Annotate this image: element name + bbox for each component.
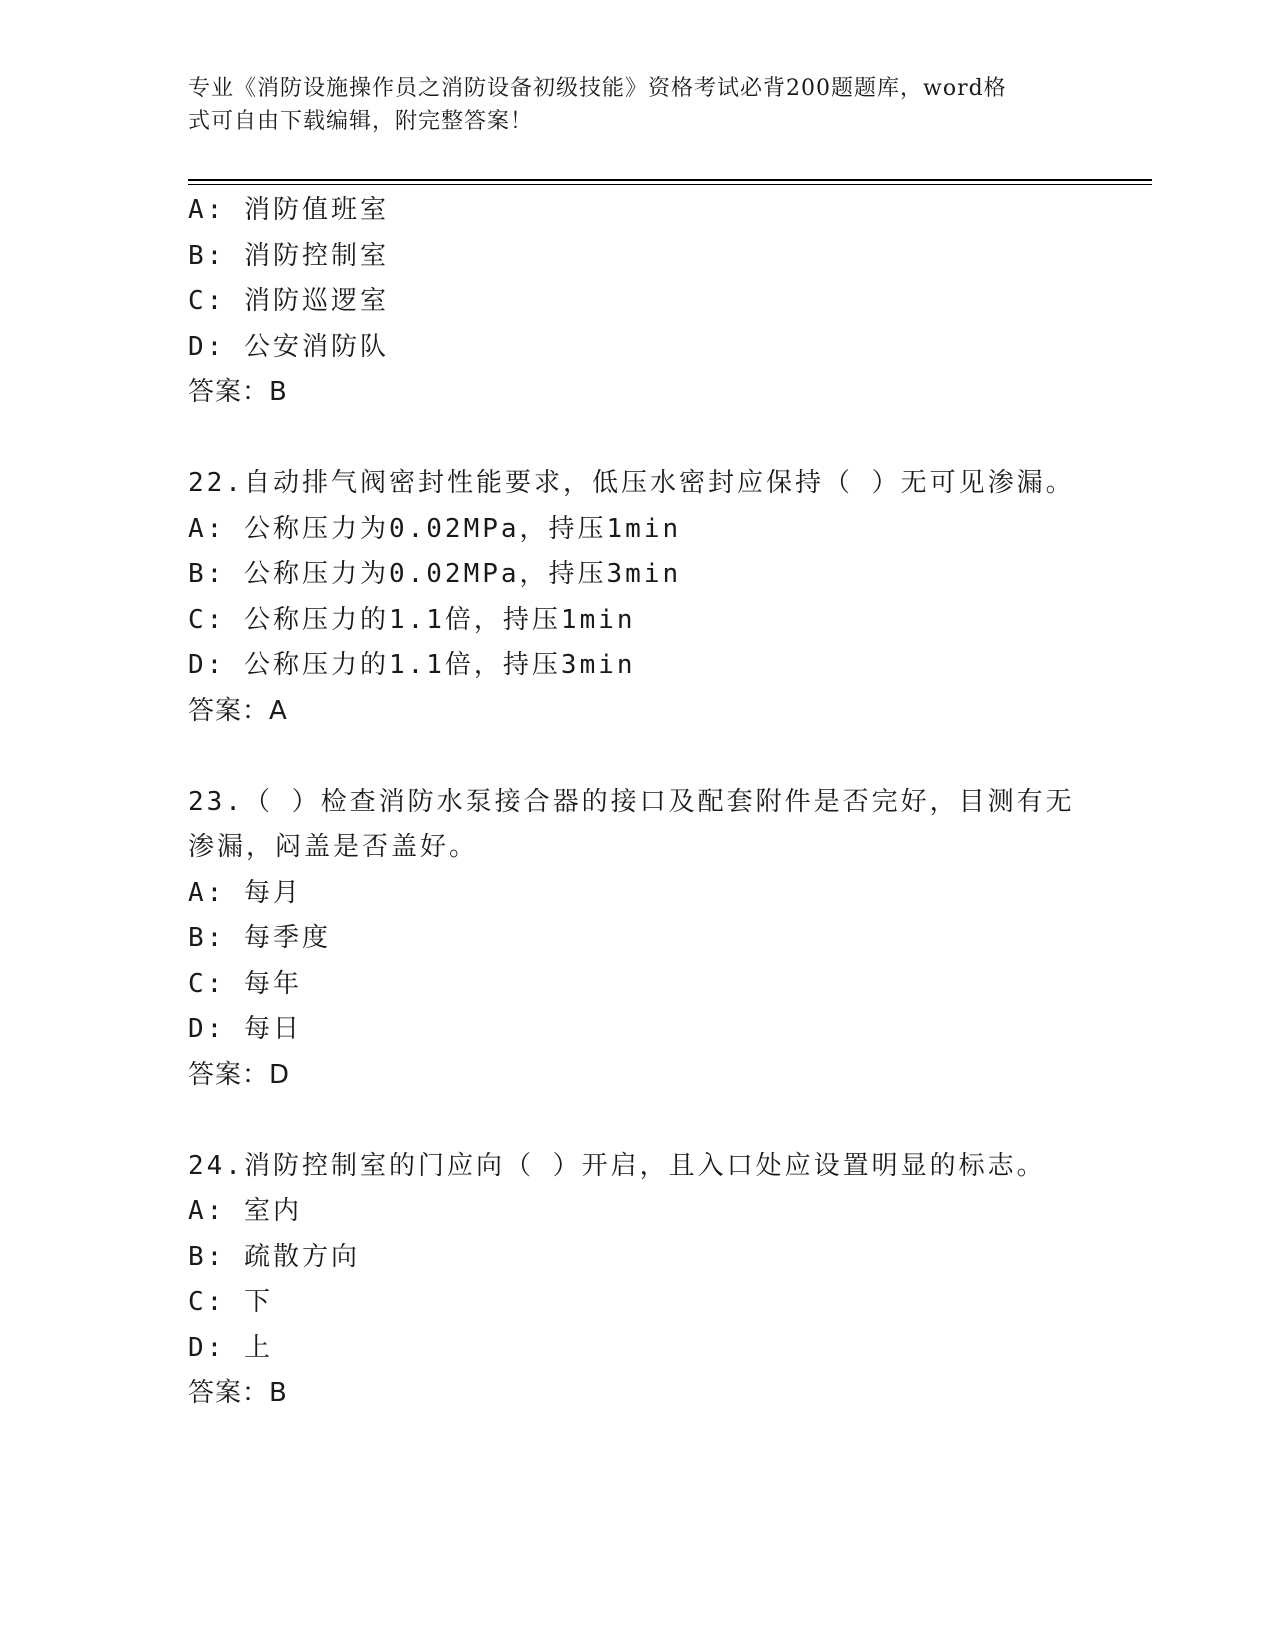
- option-a: A: 公称压力为0.02MPa，持压1min: [188, 513, 682, 544]
- option-c: C: 每年: [188, 968, 302, 999]
- document-header: [188, 72, 1088, 138]
- question-stem: 22.自动排气阀密封性能要求，低压水密封应保持（ ）无可见渗漏。: [188, 468, 1075, 498]
- header-divider-thick: [188, 179, 1152, 181]
- option-b: B: 疏散方向: [188, 1241, 360, 1272]
- header-title-line-1: 专业《消防设施操作员之消防设备初级技能》资格考试必背200题题库，word格: [188, 76, 1007, 101]
- answer-label: 答案：A: [188, 695, 288, 726]
- option-d: D: 公安消防队: [188, 331, 389, 362]
- spacer: [188, 416, 1088, 462]
- question-stem-line-2: 渗漏，闷盖是否盖好。: [188, 832, 479, 862]
- question-list: [188, 188, 1088, 1417]
- question-24: [188, 1144, 1088, 1417]
- question-22: [188, 461, 1088, 734]
- header-divider-thin: [188, 184, 1152, 185]
- question-stem-line-1: 23.（ ）检查消防水泵接合器的接口及配套附件是否完好，目测有无: [188, 786, 1075, 817]
- option-b: B: 每季度: [188, 923, 331, 953]
- option-a: A: 消防值班室: [188, 195, 389, 225]
- option-a: A: 室内: [188, 1196, 302, 1226]
- question-stem: 24.消防控制室的门应向（ ）开启，且入口处应设置明显的标志。: [188, 1150, 1046, 1181]
- option-d: D: 公称压力的1.1倍，持压3min: [188, 650, 636, 680]
- option-c: C: 下: [188, 1287, 273, 1317]
- answer-label: 答案：D: [188, 1059, 291, 1090]
- option-d: D: 每日: [188, 1014, 302, 1044]
- option-d: D: 上: [188, 1332, 273, 1363]
- answer-label: 答案：B: [188, 1378, 288, 1408]
- spacer: [188, 734, 1088, 780]
- option-b: B: 消防控制室: [188, 240, 389, 271]
- option-a: A: 每月: [188, 877, 302, 908]
- answer-label: 答案：B: [188, 377, 288, 407]
- option-c: C: 公称压力的1.1倍，持压1min: [188, 604, 636, 635]
- question-23: [188, 780, 1088, 1099]
- question-21: [188, 188, 1088, 416]
- spacer: [188, 1098, 1088, 1144]
- option-b: B: 公称压力为0.02MPa，持压3min: [188, 559, 682, 589]
- header-title-line-2: 式可自由下载编辑，附完整答案！: [188, 109, 534, 134]
- option-c: C: 消防巡逻室: [188, 286, 389, 316]
